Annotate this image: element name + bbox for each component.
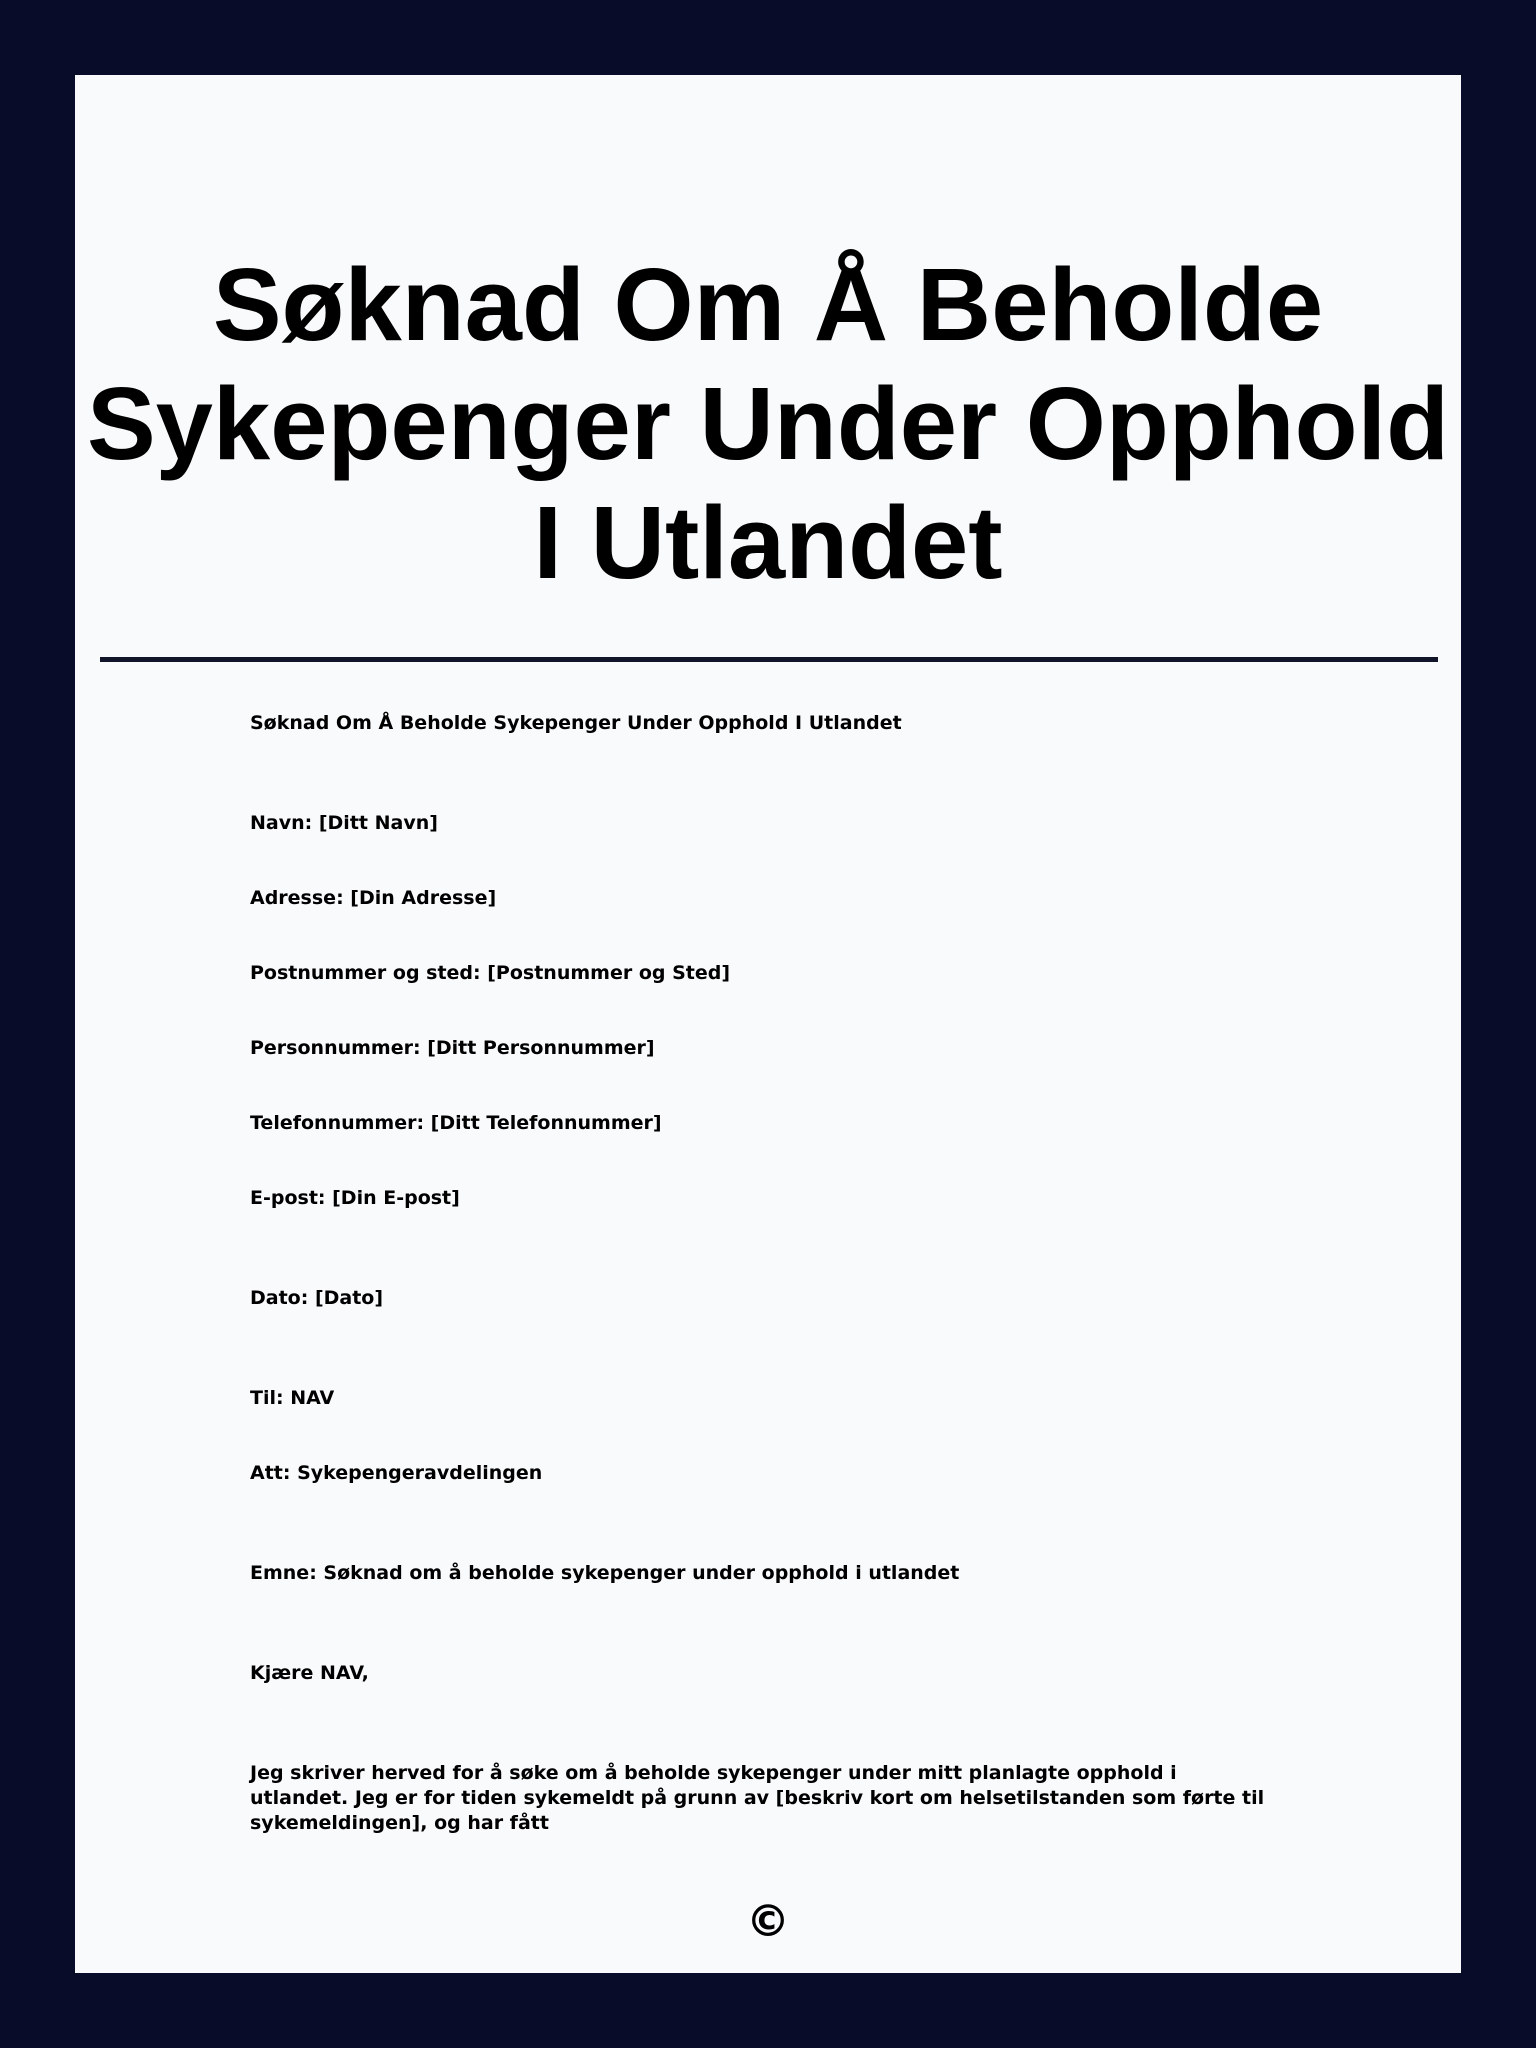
page-title: Søknad Om Å Beholde Sykepenger Under Opphold I Utlandet xyxy=(86,247,1450,600)
title-divider xyxy=(100,657,1438,662)
body-paragraph: Jeg skriver herved for å søke om å beholde sykepenger under mitt planlagte opphold i utlandet. Jeg er for tiden sykemeldt på grunn av [beskriv kort om helsetilstanden som førte til sykemeldingen], og har fått xyxy=(250,1762,1265,1834)
greeting-line: Kjære NAV, xyxy=(250,1662,369,1684)
postal-line: Postnummer og sted: [Postnummer og Sted] xyxy=(250,962,731,984)
name-line: Navn: [Ditt Navn] xyxy=(250,812,438,834)
phone-line: Telefonnummer: [Ditt Telefonnummer] xyxy=(250,1112,662,1134)
date-line: Dato: [Dato] xyxy=(250,1287,384,1309)
personal-number-line: Personnummer: [Ditt Personnummer] xyxy=(250,1037,655,1059)
subject-line: Emne: Søknad om å beholde sykepenger under opphold i utlandet xyxy=(250,1562,960,1584)
recipient-line: Til: NAV xyxy=(250,1387,335,1409)
document-page xyxy=(75,75,1461,1973)
address-line: Adresse: [Din Adresse] xyxy=(250,887,497,909)
attention-line: Att: Sykepengeravdelingen xyxy=(250,1462,543,1484)
email-line: E-post: [Din E-post] xyxy=(250,1187,460,1209)
copyright-icon: © xyxy=(746,1896,790,1947)
letter-heading: Søknad Om Å Beholde Sykepenger Under Opphold I Utlandet xyxy=(250,712,902,734)
